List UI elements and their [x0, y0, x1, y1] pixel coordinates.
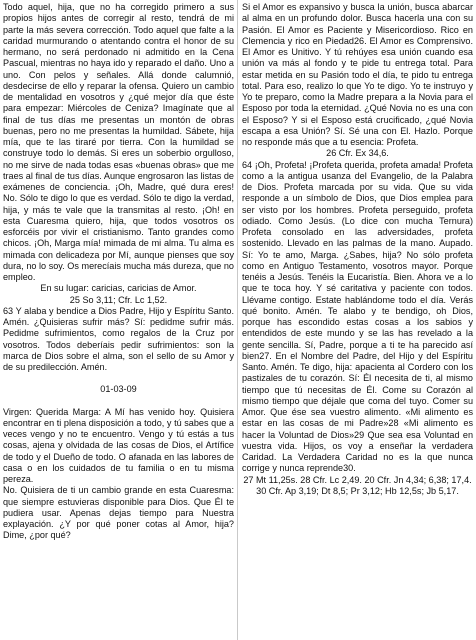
paragraph: Todo aquel, hija, que no ha corregido primero a sus propios hijos antes de corregir al resto, tendrá de mi parte la más severa corrección. Todo aquel que falte a la caridad murmurando o atentando contra el honor de su hermano, no será perdonado ni admitido en la Cena Pascual, mientras no haya ido y reparado el daño. Uno a uno. Con pelos y señales. Allá donde calumnió, desdecirse de ello y reparar la ofensa. Quiero un cambio de mentalidad en vosotros y ¿qué mejor día que éste para empezar: Miércoles de Ceniza? Imagínate que al final de tus días me presentas un montón de obras buenas, pero no me presentas la humildad. Sábete, hija mía, que te las tiraré por tierra. Con la humildad se construye todo lo demás. Si eres un soberbio orgulloso, no me sirve de nada todas esas «buenas obras» que me traes al final de tus días. Aunque engrosaron las listas de exámenes de conciencia. ¡Oh, Madre, qué dura eres! No. Sólo te digo lo que es verdad. Sólo te digo la verdad, hija, y más te vale que la transmitas al resto. ¡Oh! en esta Cuaresma quiero, hija, que todos vosotros os esforcéis por vivir el cristianismo. Tanto grandes como chicos. ¡Oh, Marga mía! mimada de mi alma. Tu alma es mimada con delicadeza por Mí, aunque pienses que soy dura, no lo soy. Os merecíais mucha más dureza, que no empleo. [3, 2, 234, 282]
paragraph: 64 ¡Oh, Profeta! ¡Profeta querida, profeta amada! Profeta como a la antigua usanza del Evangelio, de la Palabra de Dios. Profeta marcada por su vida. Que su vida responde a un símbolo de Dios, que Dios emplea para ser visto por los hombres. Profeta perseguido, profeta odiado. Como Jesús. (Lo dice con mucha Ternura) Profeta consolado en las adversidades, profeta sostenido. Llevado en las palmas de la mano. Aupado. Sí: Yo te amo, Marga. ¿Sabes, hija? No sólo profeta como en Antiguo Testamento, vosotros mayor. Porque tenéis a Jesús. Tenéis la Eucaristía. Bien. Ahora ve a lo que te toca hoy. Y sé caritativa y paciente con todos. Llévame contigo. Estate hablándome todo el día. Verás qué bonito. Amén. Te alabo y te bendigo, oh Dios, porque has escondido estas cosas a los sabios y entendidos de este mundo y se las has revelado a la gente sencilla. Sí, Padre, porque a ti te ha parecido así bien27. En el Nombre del Padre, del Hijo y del Espíritu Santo. Amén. Te digo, hija: apacienta al Cordero con los pastizales de tu corazón. Sí: Él necesita de ti, al mismo tiempo que tú necesitas de Él. Come su Corazón al mismo tiempo que déjale que coma del tuyo. Comer su Amor. Que ése sea vuestro alimento. «Mi alimento es estar en las cosas de mi Padre»28 «Mi alimento es hacer la Voluntad de Dios»29 Que sea esa Voluntad en vuestra vida. Hijos, os voy a enseñar la verdadera Caridad. La Verdadera Caridad no es la que nunca corrige y nunca reprende30. [242, 159, 473, 474]
footnote-reference: 26 Cfr. Ex 34,6. [326, 148, 389, 159]
left-column [3, 2, 234, 542]
paragraph: Virgen: Querida Marga: A Mí has venido hoy. Quisiera encontrar en ti plena disposición a todo, y tú sabes que a veces vengo y no te encuentro. Vengo y tú estás a tus cosas, ajena y olvidada de las cosas de Dios, el Artífice de todo y el Dueño de todo. O afanada en las labores de casa o en los cuidados de tu familia o en tu misma pereza. [3, 406, 234, 484]
date-heading: 01-03-09 [100, 384, 137, 395]
paragraph: No. Quisiera de ti un cambio grande en esta Cuaresma: que siempre estuvieras disponible para Dios. Que Él te pudiera usar. Apenas dejas tiempo para Nuestra explayación. ¿Y por qué poner cotas al Amor, hija? Dime, ¿por qué? [3, 485, 234, 541]
paragraph: Si el Amor es expansivo y busca la unión, busca abarcar al alma en un profundo dolor. Busca hacerla una con su Pasión. El Amor es Paciente y Misericordioso. Rico en Clemencia y rico en Piedad26. El Amor es Comprensivo. El Amor es Unitivo. Y tú rehúyes esa unión cuando esa unión va más al fondo y te pide tu entrega total. Para estar metida en su Pasión todo el día, te pido tu entrega total. Para eso, realizo lo que Yo te digo. Yo te instruyo y Yo te preparo, como la Madre prepara a la Novia para el Esposo por toda la eternidad. ¿Qué Novia no es una con el Esposo? Y si el Esposo está crucificado, ¿qué Novia escapa a esa Unión? Sí. Sé una con El. Hazlo. Porque no responde más que a tu esencia: Profeta. [242, 2, 473, 147]
spacer [3, 396, 234, 407]
footnote-reference: 27 Mt 11,25s. 28 Cfr. Lc 2,49. 20 Cfr. Jn 4,34; 6,38; 17,4. 30 Cfr. Ap 3,19; Dt 8,5; Pr 3,12; Hb 12,5s; Jb 5,17. [243, 474, 472, 496]
column-divider [237, 0, 238, 640]
paragraph: 63 Y alaba y bendice a Dios Padre, Hijo y Espíritu Santo. Amén. ¿Quisieras sufrir más? Sí: pedidme sufrir más. Pedidme sufrimientos, como regalos de la Cruz por vosotros. Todos deberíais pedir sufrimientos: son la marca de Dios sobre el alma, son el sello de su Amor y de su predilección. Amén. [3, 305, 234, 372]
footnote-reference: 25 So 3,11; Cfr. Lc 1,52. [69, 294, 168, 305]
spacer [3, 373, 234, 384]
paragraph: En su lugar: caricias, caricias de Amor. [40, 283, 197, 294]
right-column [242, 2, 473, 497]
